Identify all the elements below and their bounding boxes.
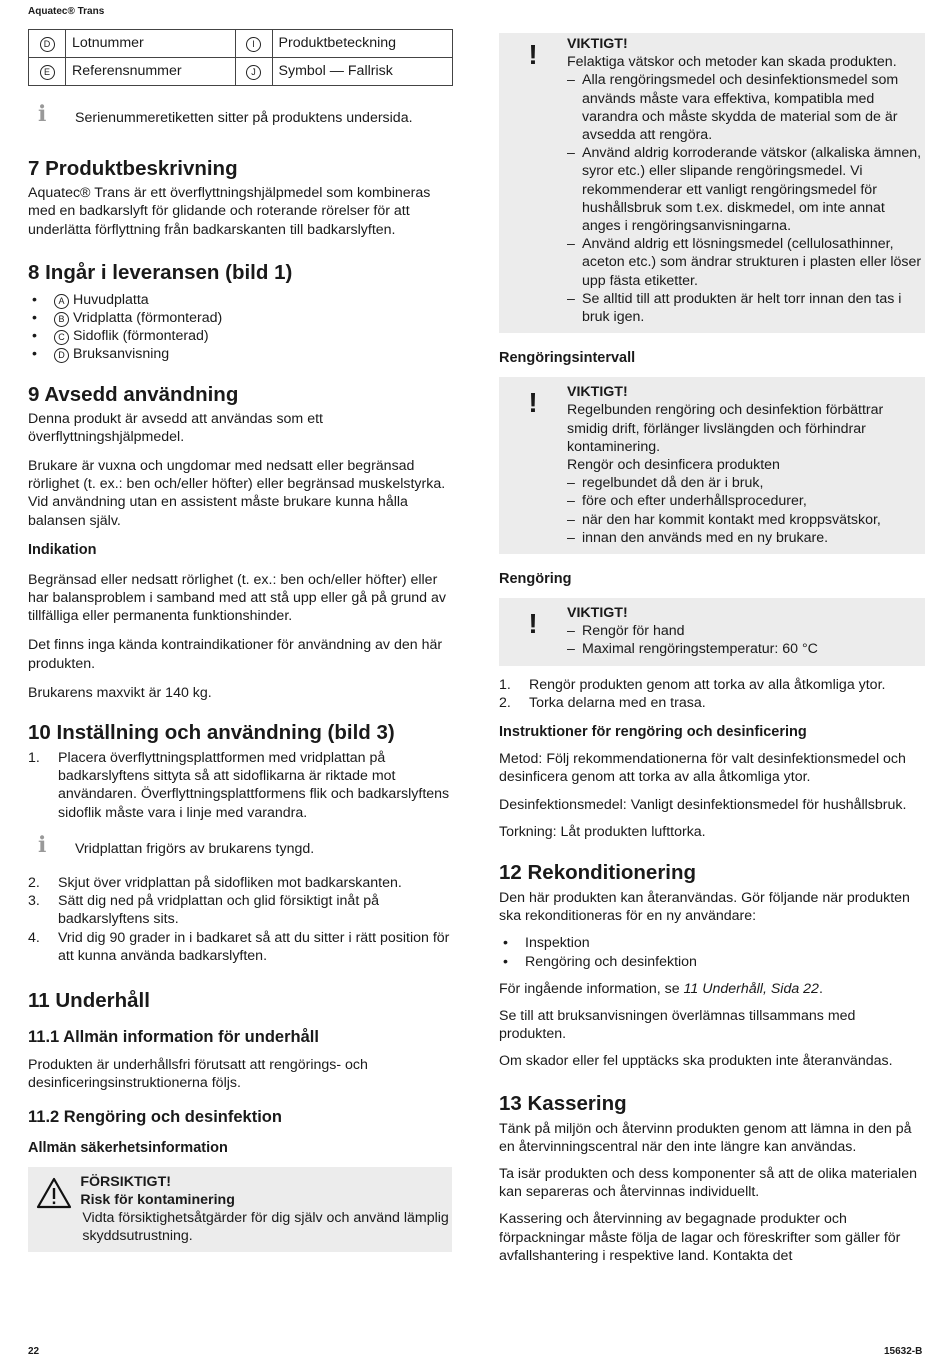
item-key: C [54, 330, 69, 345]
section-9-p5: Brukarens maxvikt är 140 kg. [28, 684, 212, 701]
safety-title: Allmän säkerhetsinformation [28, 1139, 228, 1156]
note-text: Serienummeretiketten sitter på produktens undersida. [75, 110, 413, 126]
section-13-title: 13 Kassering [499, 1091, 627, 1115]
exclamation-icon: ! [528, 39, 538, 70]
important-label: VIKTIGT! [567, 605, 628, 622]
left-column [28, 29, 452, 1252]
caution-label: FÖRSIKTIGT! [80, 1173, 171, 1190]
legend-value: Lotnummer [66, 30, 236, 58]
important-intro: Felaktiga vätskor och metoder kan skada produkten. [567, 54, 897, 71]
note-text: Vridplattan frigörs av brukarens tyngd. [75, 840, 315, 857]
info-icon: ℹ [38, 102, 47, 127]
important-item: – Maximal rengöringstemperatur: 60 °C [567, 640, 925, 658]
step-text: Sätt dig ned på vridplattan och glid försiktigt inåt på badkarslyftens sits. [58, 893, 379, 928]
setup-steps-continued [28, 874, 452, 965]
item-text: Sidoflik (förmonterad) [72, 328, 209, 345]
list-item [28, 309, 452, 327]
delivery-list [28, 291, 452, 364]
item-key: A [54, 294, 69, 309]
item-text: Bruksanvisning [72, 346, 170, 363]
section-12-p4: Om skador eller fel upptäcks ska produkten inte återanvändas. [499, 1053, 893, 1070]
section-11-1-body: Produkten är underhållsfri förutsatt att rengörings- och desinficeringsinstruktionerna följs. [28, 1057, 368, 1092]
legend-key: E [40, 65, 55, 80]
section-13-p1: Tänk på miljön och återvinn produkten genom att lämna in den på en återvinningscentral när den inte längre kan användas. [499, 1120, 912, 1155]
item-text: Huvudplatta [72, 291, 149, 308]
caution-risk: Risk för kontaminering [80, 1191, 235, 1208]
indication-title: Indikation [28, 541, 97, 558]
cross-reference-link[interactable]: 11 Underhåll, Sida 22 [683, 980, 819, 997]
section-9-p2: Brukare är vuxna och ungdomar med nedsatt eller begränsad rörlighet (t. ex.: ben och/eller höfter) eller begränsad muskelstyrka. Vid användning utan en assistent måste brukare kunna hålla balansen själv. [28, 458, 446, 529]
section-12-title: 12 Rekonditionering [499, 860, 697, 884]
legend-value: Referensnummer [66, 58, 236, 86]
caution-box [28, 1167, 452, 1253]
list-item [28, 345, 452, 363]
important-item: – Använd aldrig korroderande vätskor (alkaliska ämnen, syror etc.) eller slipande rengöringsmedel. Vi rekommenderar ett vanligt rengöringsmedel för hushållsbruk som t.ex. diskmedel, om inte annat anges i rengöringsanvisningarna. [567, 144, 925, 235]
info-note [28, 104, 452, 127]
item-key: D [54, 348, 69, 363]
section-12-ref: För ingående information, se 11 Underhåll, Sida 22. [499, 980, 823, 997]
important-item: – Rengör för hand [567, 622, 925, 640]
setup-steps [28, 749, 452, 822]
label-legend-table [28, 29, 453, 86]
cleaning-steps [499, 676, 925, 712]
right-column [499, 33, 925, 1265]
section-11-title: 11 Underhåll [28, 989, 150, 1013]
section-13-p2: Ta isär produkten och dess komponenter så att de olika materialen kan separeras och återvinnas individuellt. [499, 1165, 917, 1201]
section-12-p3: Se till att bruksanvisningen överlämnas tillsammans med produkten. [499, 1007, 856, 1043]
section-9-p3: Begränsad eller nedsatt rörlighet (t. ex.: ben och/eller höfter) eller har balansproblem i samband med att stå upp eller gå på grund av tillfälliga eller permanenta funktionshinder. [28, 571, 446, 625]
legend-value: Produktbeteckning [272, 30, 452, 58]
section-13-p3: Kassering och återvinning av begagnade produkter och förpackningar måste följa de lagar och föreskrifter som gäller för avfallshantering i respektive land. Kontakta det [499, 1211, 901, 1264]
important-item: – Se alltid till att produkten är helt torr innan den tas i bruk igen. [567, 290, 925, 326]
list-item: 4. Vrid dig 90 grader in i badkaret så att du sitter i rätt position för att kunna använda badkarslyften. [28, 929, 450, 964]
table-row [29, 58, 453, 86]
list-item [28, 327, 452, 345]
list-item: 1. Rengör produkten genom att torka av alla åtkomliga ytor. [499, 676, 886, 693]
list-item: 2. Skjut över vridplattan på sidofliken mot badkarskanten. [28, 875, 402, 892]
list-item: 2. Torka delarna med en trasa. [499, 694, 706, 711]
running-header: Aquatec® Trans [28, 6, 105, 17]
step-text: Placera överflyttningsplattformen med vridplattan på badkarslyftens sittyta så att sidoflikarna är riktade mot användaren. Överflyttningsplattformens flik och badkarslyftens sidoflik måste vara i linje med varandra. [58, 750, 450, 821]
exclamation-icon: ! [528, 387, 538, 419]
section-8-title: 8 Ingår i leveransen (bild 1) [28, 260, 293, 284]
step-text: Torka delarna med en trasa. [529, 694, 706, 711]
important-item: – Använd aldrig ett lösningsmedel (cellulosathinner, aceton etc.) som ändrar strukturen i plasten eller löser upp fästa etiketter. [567, 235, 925, 290]
important-label: VIKTIGT! [567, 36, 628, 52]
important-item: – Alla rengöringsmedel och desinfektionsmedel som används måste vara effektiva, kompatibla med varandra och måste skydda de material som de är avsedda att rengöra. [567, 71, 925, 144]
exclamation-icon: ! [528, 608, 538, 640]
interval-title: Rengöringsintervall [499, 350, 636, 367]
important-label: VIKTIGT! [567, 384, 628, 401]
item-key: B [54, 312, 69, 327]
list-item: 3. Sätt dig ned på vridplattan och glid försiktigt inåt på badkarslyftens sits. [28, 893, 379, 928]
section-10-title: 10 Inställning och användning (bild 3) [28, 721, 395, 745]
important-lead: Rengör och desinficera produkten [567, 457, 780, 474]
caution-item: Vidta försiktighetsåtgärder för dig själv och använd lämplig skyddsutrustning. [82, 1209, 449, 1245]
list-item: • Inspektion [499, 934, 925, 952]
disinfection-drying: Torkning: Låt produkten lufttorka. [499, 823, 706, 840]
legend-key: J [246, 65, 261, 80]
step-text: Vrid dig 90 grader in i badkaret så att du sitter i rätt position för att kunna använda badkarslyften. [58, 929, 450, 964]
section-9-title: 9 Avsedd användning [28, 382, 239, 406]
important-box [499, 33, 925, 333]
section-7-body: Aquatec® Trans är ett överflyttningshjälpmedel som kombineras med en badkarslyft för glidande och roterande rörelser för att underlätta förflyttning från badkarskanten till badkarslyften. [28, 185, 431, 238]
important-item: – regelbundet då den är i bruk, [567, 474, 925, 492]
disinfection-method: Metod: Följ rekommendationerna för valt desinfektionsmedel och desinficera genom att torka av alla åtkomliga ytor. [499, 751, 906, 786]
list-item: 1. Placera överflyttningsplattformen med vridplattan på badkarslyftens sittyta så att sidoflikarna är riktade mot användaren. Överflyttningsplattformens flik och badkarslyftens sidoflik måste vara i linje med varandra. [28, 750, 450, 821]
section-9-p1: Denna produkt är avsedd att användas som ett överflyttningshjälpmedel. [28, 410, 323, 445]
item-text: Vridplatta (förmonterad) [72, 310, 223, 327]
important-item: – innan den används med en ny brukare. [567, 529, 925, 547]
step-text: Skjut över vridplattan på sidofliken mot badkarskanten. [58, 875, 402, 892]
important-box [499, 377, 925, 554]
disinfection-title: Instruktioner för rengöring och desinficering [499, 724, 807, 741]
important-intro: Regelbunden rengöring och desinfektion förbättrar smidig drift, förlänger livslängden och förhindrar kontaminering. [567, 402, 884, 455]
legend-value: Symbol — Fallrisk [272, 58, 452, 86]
legend-key: D [40, 37, 55, 52]
page-number: 22 [28, 1346, 40, 1357]
important-box [499, 598, 925, 666]
info-icon: ℹ [38, 832, 47, 858]
warning-triangle-icon [28, 1173, 80, 1246]
list-item: • Rengöring och desinfektion [499, 953, 925, 971]
section-9-p4: Det finns inga kända kontraindikationer för användning av den här produkten. [28, 637, 443, 672]
section-12-p1: Den här produkten kan återanvändas. Gör följande när produkten ska rekonditioneras för en ny användare: [499, 889, 910, 925]
table-row [29, 30, 453, 58]
step-text: Rengör produkten genom att torka av alla åtkomliga ytor. [529, 676, 886, 693]
section-7-title: 7 Produktbeskrivning [28, 157, 238, 181]
legend-key: I [246, 37, 261, 52]
important-item: – före och efter underhållsprocedurer, [567, 492, 925, 510]
info-note [28, 832, 452, 858]
list-item [28, 291, 452, 309]
section-11-2-title: 11.2 Rengöring och desinfektion [28, 1107, 282, 1126]
recondition-list [499, 934, 925, 970]
important-item: – när den har kommit kontakt med kroppsvätskor, [567, 511, 925, 529]
cleaning-title: Rengöring [499, 571, 572, 588]
document-code: 15632-B [884, 1346, 923, 1357]
section-11-1-title: 11.1 Allmän information för underhåll [28, 1028, 319, 1047]
disinfection-agent: Desinfektionsmedel: Vanligt desinfektionsmedel för hushållsbruk. [499, 796, 907, 813]
